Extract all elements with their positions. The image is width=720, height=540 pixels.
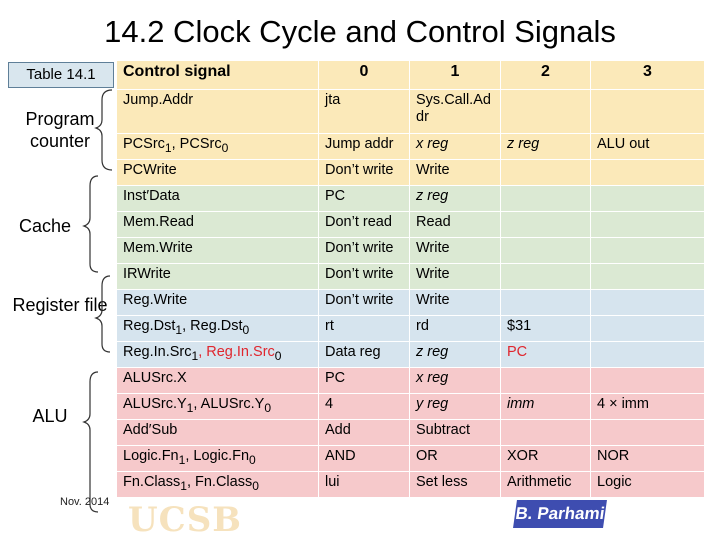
header-value-1: 1 xyxy=(410,61,501,90)
signal-name: Jump.Addr xyxy=(117,90,319,134)
signal-value-1: Subtract xyxy=(410,420,501,446)
signal-value-3 xyxy=(591,264,705,290)
signal-value-2: PC xyxy=(501,342,591,368)
brace-alu xyxy=(84,372,98,512)
signal-value-1: Read xyxy=(410,212,501,238)
table-row xyxy=(117,90,705,134)
group-label-cache: Cache xyxy=(18,216,72,236)
signal-value-2: Arithmetic xyxy=(501,472,591,498)
signal-value-2: $31 xyxy=(501,316,591,342)
signal-value-0: Don’t read xyxy=(319,212,410,238)
table-row xyxy=(117,186,705,212)
signal-value-0: Data reg xyxy=(319,342,410,368)
signal-value-0: PC xyxy=(319,368,410,394)
signal-value-0: jta xyxy=(319,90,410,134)
table-row xyxy=(117,264,705,290)
footer-date: Nov. 2014 xyxy=(60,496,110,508)
signal-value-2 xyxy=(501,368,591,394)
table-row xyxy=(117,394,705,420)
signal-name: Reg.Write xyxy=(117,290,319,316)
signal-value-2 xyxy=(501,238,591,264)
signal-name: Inst′Data xyxy=(117,186,319,212)
signal-value-3 xyxy=(591,342,705,368)
table-row xyxy=(117,342,705,368)
signal-value-1: rd xyxy=(410,316,501,342)
signal-value-2 xyxy=(501,420,591,446)
signal-value-1: Write xyxy=(410,264,501,290)
signal-name: Add′Sub xyxy=(117,420,319,446)
signal-value-1: Write xyxy=(410,238,501,264)
signal-value-1: x reg xyxy=(410,134,501,160)
signal-value-3 xyxy=(591,238,705,264)
signal-value-2 xyxy=(501,212,591,238)
signal-value-0: Don’t write xyxy=(319,160,410,186)
signal-name: IRWrite xyxy=(117,264,319,290)
signal-value-1: Set less xyxy=(410,472,501,498)
table-label: Table 14.1 xyxy=(8,62,114,88)
signal-value-3 xyxy=(591,420,705,446)
signal-value-3 xyxy=(591,368,705,394)
signal-value-2 xyxy=(501,160,591,186)
table-header-row xyxy=(117,61,705,90)
table-row xyxy=(117,420,705,446)
signal-value-1: Write xyxy=(410,290,501,316)
signal-name: Mem.Write xyxy=(117,238,319,264)
group-label-program-counter: Program counter xyxy=(25,109,95,151)
signal-value-2 xyxy=(501,264,591,290)
signal-value-1: z reg xyxy=(410,342,501,368)
group-label-register-file: Register file xyxy=(12,295,108,315)
header-value-2: 2 xyxy=(501,61,591,90)
signal-value-1: Write xyxy=(410,160,501,186)
table-row xyxy=(117,472,705,498)
signal-value-3 xyxy=(591,316,705,342)
signal-value-1: OR xyxy=(410,446,501,472)
parhami-logo: B. Parhami xyxy=(513,500,607,528)
signal-name: PCWrite xyxy=(117,160,319,186)
slide-title: 14.2 Clock Cycle and Control Signals xyxy=(104,14,616,49)
signal-name: Reg.Dst$_1$, Reg.Dst$_0$ xyxy=(117,316,319,342)
signal-name: $Logic.Fn_1$, $Logic.Fn_0$ xyxy=(117,446,319,472)
signal-value-3: Logic xyxy=(591,472,705,498)
signal-name: ALUSrc.X xyxy=(117,368,319,394)
signal-value-3 xyxy=(591,186,705,212)
signal-value-1: Sys.Call.Ad dr xyxy=(410,90,501,134)
table-row xyxy=(117,160,705,186)
signal-value-1: z reg xyxy=(410,186,501,212)
signal-value-2: z reg xyxy=(501,134,591,160)
table-row xyxy=(117,134,705,160)
table-row xyxy=(117,290,705,316)
signal-value-2 xyxy=(501,290,591,316)
ucsb-logo: UCSB xyxy=(128,500,243,540)
table-row xyxy=(117,212,705,238)
signal-value-2: XOR xyxy=(501,446,591,472)
signal-value-0: Don’t write xyxy=(319,290,410,316)
signal-name: PCSrc$_1$, PCSrc$_0$ xyxy=(117,134,319,160)
group-label-alu: ALU xyxy=(32,406,68,426)
signal-value-0: Add xyxy=(319,420,410,446)
signal-value-0: AND xyxy=(319,446,410,472)
signal-value-0: PC xyxy=(319,186,410,212)
header-value-3: 3 xyxy=(591,61,705,90)
table-row xyxy=(117,368,705,394)
header-control-signal: Control signal xyxy=(117,61,319,90)
control-signal-table xyxy=(116,60,705,498)
signal-value-0: Don’t write xyxy=(319,264,410,290)
table-row xyxy=(117,446,705,472)
signal-value-1: y reg xyxy=(410,394,501,420)
signal-name: Mem.Read xyxy=(117,212,319,238)
signal-value-0: Jump addr xyxy=(319,134,410,160)
signal-value-0: 4 xyxy=(319,394,410,420)
table-row xyxy=(117,316,705,342)
signal-name: Reg.In.Src$_1$, Reg.In.Src$_0$ xyxy=(117,342,319,368)
signal-value-3: 4 × imm xyxy=(591,394,705,420)
signal-value-3: NOR xyxy=(591,446,705,472)
signal-value-1: x reg xyxy=(410,368,501,394)
signal-value-3: ALU out xyxy=(591,134,705,160)
signal-value-3 xyxy=(591,160,705,186)
brace-program-counter xyxy=(96,90,112,170)
signal-value-2 xyxy=(501,90,591,134)
signal-value-0: rt xyxy=(319,316,410,342)
signal-value-3 xyxy=(591,212,705,238)
signal-value-3 xyxy=(591,90,705,134)
table-row xyxy=(117,238,705,264)
signal-name: $ALUSrc.Y_1$, $ALUSrc.Y_0$ xyxy=(117,394,319,420)
signal-value-3 xyxy=(591,290,705,316)
brace-register-file xyxy=(96,276,110,352)
signal-value-0: Don’t write xyxy=(319,238,410,264)
group-braces xyxy=(0,0,130,540)
signal-value-2 xyxy=(501,186,591,212)
brace-cache xyxy=(84,176,98,272)
header-value-0: 0 xyxy=(319,61,410,90)
signal-value-0: lui xyxy=(319,472,410,498)
signal-value-2: imm xyxy=(501,394,591,420)
signal-name: Fn.Class$_1$, Fn.Class$_0$ xyxy=(117,472,319,498)
